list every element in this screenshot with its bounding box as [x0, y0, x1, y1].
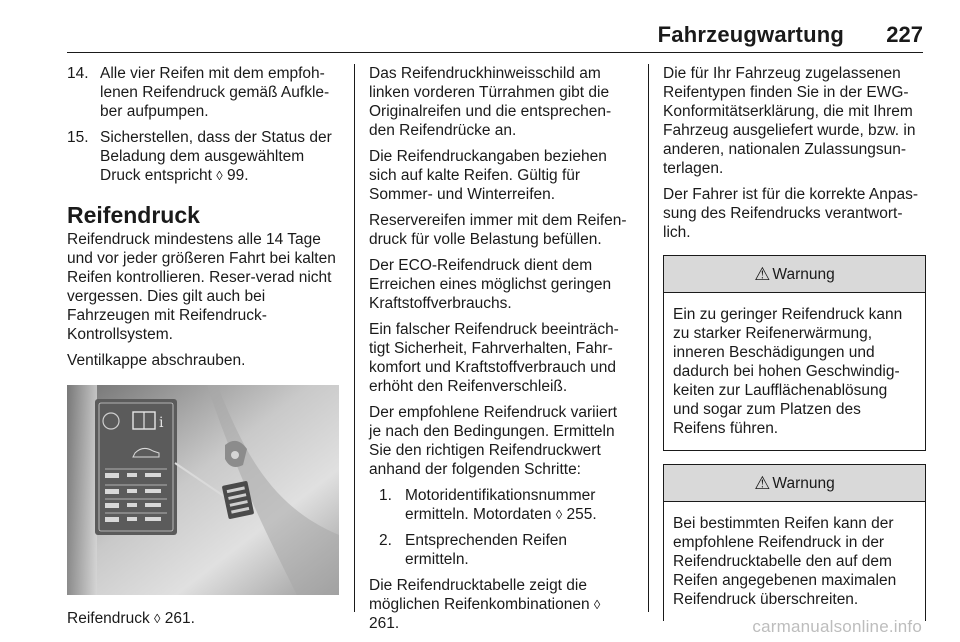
warning-icon: ⚠: [754, 263, 771, 284]
column-divider: [648, 64, 649, 612]
watermark: carmanualsonline.info: [752, 617, 922, 636]
paragraph: Die Reifendrucktabelle zeigt die möglichen Reifenkombinationen ◊ 261.: [369, 577, 601, 632]
paragraph: Die Reifendruckangaben beziehen sich auf kalte Reifen. Gültig für Sommer- und Winterreifen.: [369, 148, 607, 203]
svg-text:i: i: [159, 415, 164, 431]
paragraph: Ein falscher Reifendruck beeinträch-tigt Sicherheit, Fahrverhalten, Fahr-komfort und Kraftstoffverbrauch und erhöht den Reifenverschleiß.: [369, 321, 619, 395]
warning-title: Warnung: [772, 265, 835, 283]
warning-title: Warnung: [772, 474, 835, 492]
header-rule: [67, 52, 923, 53]
chapter-title: Fahrzeugwartung: [657, 22, 844, 47]
section-heading: Reifendruck: [67, 202, 200, 228]
page-reference-link[interactable]: 99.: [222, 167, 249, 184]
column-1: [67, 64, 339, 628]
step-number: 14.: [67, 65, 89, 82]
page-reference-link[interactable]: 255.: [562, 506, 597, 523]
paragraph: Reifendruck mindestens alle 14 Tage und vor jeder größeren Fahrt bei kalten Reifen kontrollieren. Reser-verad nicht vergessen. Dies gilt auch bei Fahrzeugen mit Reifendruck-Kontrollsystem.: [67, 231, 336, 343]
warning-header: [664, 465, 925, 502]
paragraph: Der Fahrer ist für die korrekte Anpas-sung des Reifendrucks verantwort-lich.: [663, 186, 918, 241]
warning-icon: ⚠: [754, 472, 771, 493]
step-text: Entsprechenden Reifen ermitteln.: [405, 532, 568, 568]
step-number: 15.: [67, 129, 89, 146]
paragraph: Reservereifen immer mit dem Reifen-druck für volle Belastung befüllen.: [369, 212, 627, 248]
page-reference-link[interactable]: 261.: [160, 610, 195, 627]
step-text: Alle vier Reifen mit dem empfoh-lenen Reifendruck gemäß Aufkle-ber aufpumpen.: [100, 65, 330, 120]
paragraph: Das Reifendruckhinweisschild am linken vorderen Türrahmen gibt die Originalreifen und die entsprechen-den Reifendrücke an.: [369, 65, 612, 139]
figure-caption: Reifendruck ◊ 261.: [67, 610, 195, 627]
step-text: Sicherstellen, dass der Status der Beladung dem ausgewähltem Druck entspricht: [100, 129, 332, 184]
step-number: 2.: [379, 532, 392, 549]
warning-text: Bei bestimmten Reifen kann der empfohlene Reifendruck in der Reifendrucktabelle den auf dem Reifen angegebenen maximalen Reifendruck überschreiten.: [673, 515, 897, 608]
step-14: [67, 64, 339, 121]
column-2: [369, 64, 633, 640]
step-2: [379, 531, 633, 569]
page-reference-link[interactable]: 261.: [369, 615, 400, 632]
cross-reference-icon: ◊: [555, 507, 563, 522]
paragraph: Der empfohlene Reifendruck variiert je nach den Bedingungen. Ermitteln Sie den richtigen Reifendruckwert anhand der folgenden Schritte:: [369, 404, 618, 478]
warning-box: [663, 255, 926, 451]
warning-header: [664, 256, 925, 293]
page-number: 227: [886, 22, 923, 47]
step-text: Motoridentifikationsnummer ermitteln. Motordaten: [405, 487, 596, 523]
column-divider: [354, 64, 355, 612]
paragraph: Der ECO-Reifendruck dient dem Erreichen eines möglichst geringen Kraftstoffverbrauchs.: [369, 257, 612, 312]
warning-text: Ein zu geringer Reifendruck kann zu starker Reifenerwärmung, inneren Beschädigungen und dadurch bei hohen Geschwindig-keiten zur Laufflächenablösung und sogar zum Platzen des Reifens führen.: [673, 306, 903, 437]
step-1: [379, 486, 633, 524]
warning-box: [663, 464, 926, 621]
column-3: [663, 64, 926, 634]
cross-reference-icon: ◊: [593, 597, 601, 612]
step-number: 1.: [379, 487, 392, 504]
step-15: [67, 128, 339, 185]
paragraph: Die für Ihr Fahrzeug zugelassenen Reifentypen finden Sie in der EWG-Konformitätserklärung, die mit Ihrem Fahrzeug ausgeliefert wurde, bzw. in anderen, nationalen Zulassungsun-terlagen.: [663, 65, 916, 177]
cross-reference-icon: ◊: [216, 168, 223, 183]
tire-pressure-label-photo: [67, 385, 339, 595]
cross-reference-icon: ◊: [154, 611, 161, 626]
paragraph: Ventilkappe abschrauben.: [67, 352, 246, 369]
